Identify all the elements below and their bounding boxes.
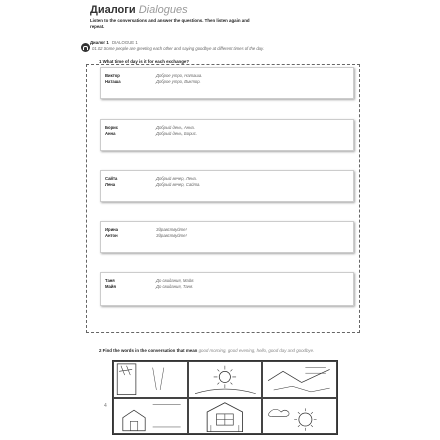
dialogue-label-ru: Диалог 1 xyxy=(90,40,109,45)
speaker-name: Анна xyxy=(105,130,116,136)
speaker-names xyxy=(105,227,118,239)
exchange-card xyxy=(100,221,354,253)
city-skyline-icon xyxy=(262,361,337,398)
dialogue-label xyxy=(90,40,138,45)
section-title-en: Dialogues xyxy=(138,4,188,16)
house-icon xyxy=(113,398,188,435)
question-1: 1 What time of day is it for each exchange? xyxy=(99,59,190,64)
dialogue-line: Добрый вечер, Сайта. xyxy=(156,181,201,187)
dialogue-lines xyxy=(156,227,187,239)
speaker-name: Лена xyxy=(105,181,116,187)
section-title-ru: Диалоги xyxy=(90,4,136,16)
sun-clouds-icon xyxy=(262,398,337,435)
speaker-name: Антон xyxy=(105,232,118,238)
section-title xyxy=(90,4,188,16)
question-2-text: 2 Find the words in the conversation that mean xyxy=(99,348,198,353)
speaker-name: Ирина xyxy=(105,227,119,232)
dialogue-line: Здравствуйте! xyxy=(156,227,187,232)
picture-grid xyxy=(112,360,338,435)
speaker-names xyxy=(105,278,116,290)
dialogue-lines xyxy=(156,176,201,188)
dialogue-line: Доброе утро, Виктор. xyxy=(156,78,201,84)
page-number: 4 xyxy=(104,403,107,409)
exchange-card xyxy=(100,170,354,202)
exchange-card xyxy=(100,272,354,306)
speaker-names xyxy=(105,73,121,85)
speaker-name: Таня xyxy=(105,278,115,283)
speaker-names xyxy=(105,176,117,188)
speaker-name: Борис xyxy=(105,125,119,130)
dialogue-label-en: DIALOGUE 1 xyxy=(111,40,138,45)
question-2 xyxy=(99,348,349,353)
house-window-icon xyxy=(188,398,263,435)
dialogue-line: До свидания, Таня. xyxy=(156,283,194,289)
sunrise-icon xyxy=(188,361,263,398)
speaker-name: Наташа xyxy=(105,78,121,84)
speaker-names xyxy=(105,125,118,137)
dialogue-line: Добрый вечер, Лена. xyxy=(156,176,197,181)
dialogue-line: Добрый день, Борис. xyxy=(156,130,197,136)
question-2-italic: good morning, good evening, hello, good day and goodbye. xyxy=(198,348,315,353)
dialogue-line: Доброе утро, Наташа. xyxy=(156,73,203,78)
speaker-name: Майя xyxy=(105,283,116,289)
intro-instructions: Listen to the conversations and answer the questions. Then listen again and repeat. xyxy=(90,18,250,29)
dialogue-line: До свидания, Майя. xyxy=(156,278,195,283)
dialogue-line: Здравствуйте! xyxy=(156,232,187,238)
morning-sun-icon xyxy=(113,361,188,398)
dialogue-lines xyxy=(156,125,197,137)
exchange-card xyxy=(100,119,354,151)
audio-cd-icon xyxy=(81,43,90,52)
dialogue-lines xyxy=(156,73,202,85)
dialogue-line: Добрый день, Анна. xyxy=(156,125,195,130)
speaker-name: Виктор xyxy=(105,73,120,78)
track-description: 01.02 Some people are greeting each other and saying goodbye at different times of the day. xyxy=(92,46,264,51)
dialogue-lines xyxy=(156,278,194,290)
exchange-card xyxy=(100,67,354,99)
speaker-name: Сайта xyxy=(105,176,118,181)
